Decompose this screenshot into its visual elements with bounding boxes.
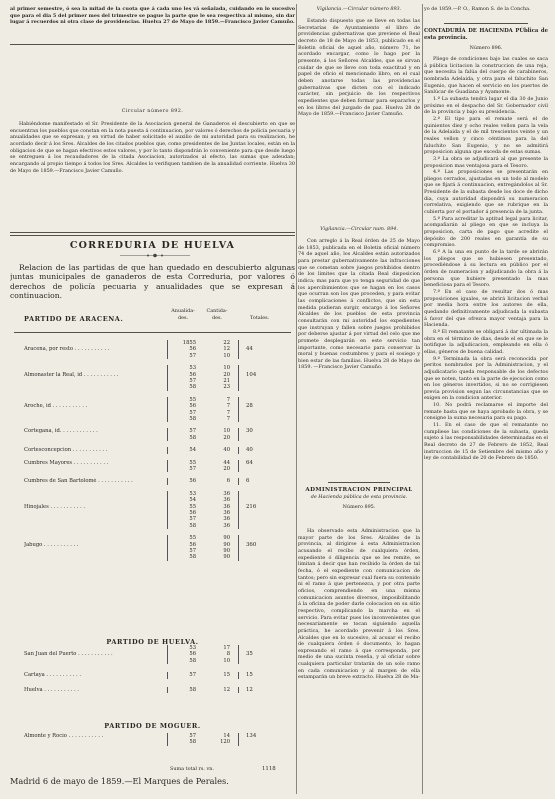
divider	[10, 44, 295, 45]
condition-6: 6.º A la una en punto de la tarde se abrirán los pliegos que se hubiesen presentado, procediéndose á su lectura en público por el órden de numeracion y adjudicando la obra á la persona que hubiere presentado la mas beneficiosa para el Tesoro.	[424, 249, 548, 289]
row-amount: 10	[223, 428, 230, 435]
double-rule	[10, 232, 295, 236]
row-amount: 23	[223, 384, 230, 391]
column-left	[10, 0, 295, 799]
row-amount: 36	[223, 490, 230, 497]
divider	[444, 23, 528, 24]
table-row	[10, 478, 295, 484]
table-row	[10, 733, 295, 746]
row-year: 57	[189, 465, 196, 472]
brace-icon	[238, 491, 239, 529]
row-name: Hinojales . . . . . . . . . . .	[24, 503, 86, 510]
header-totales: Totales.	[250, 315, 270, 321]
row-year: 56	[189, 651, 196, 658]
row-amount: 90	[223, 541, 230, 548]
row-year: 55	[189, 535, 196, 542]
row-amount: 15	[223, 672, 230, 679]
pliego-conditions	[424, 56, 548, 462]
row-total: 28	[246, 403, 253, 410]
row-amount: 120	[220, 739, 230, 746]
brace-icon	[238, 428, 239, 441]
brace-icon	[167, 672, 168, 678]
row-year: 55	[189, 503, 196, 510]
row-name: Jabugo . . . . . . . . . . .	[24, 541, 79, 548]
row-amount: 21	[223, 377, 230, 384]
condition-8: 8.º El rematante se obligará á dar ultimada la obra en el término de dias, desde el en que se le notifique la adjudicacion, empleando en ella ó ellas, géneros de buena calidad.	[424, 328, 548, 355]
row-amount: 44	[223, 459, 230, 466]
admin-number: Número 895.	[342, 504, 376, 511]
brace-icon	[238, 365, 239, 391]
brace-icon	[167, 645, 168, 664]
sum-total: 1118	[262, 766, 276, 772]
row-year: 57	[189, 352, 196, 359]
condition-7: 7.º En el caso de resultar dos ó mas proposiciones iguales, se abrirá licitacion verbal por media hora entre los autores de ella, quedando definitivamente adjudicada la subasta á favor del que ofrezca mayor ventaja para la Hacienda.	[424, 288, 548, 329]
row-amount: 6	[226, 478, 230, 485]
row-year: 55	[189, 459, 196, 466]
header-partido: PARTIDO DE ARACENA.	[24, 315, 124, 323]
row-name: Huelva . . . . . . . . . . .	[24, 686, 79, 693]
sum-row	[10, 766, 295, 776]
row-year: 55	[189, 396, 196, 403]
row-total: 360	[246, 541, 257, 548]
condition-9: 9.º Terminada la obra será reconocida por peritos nombrados por la Administracion, y el adjudicatario queda responsable de los defectos que se noten, tanto en la parte de ejecucion como en los géneros invertidos, si no se corrigiesen previa provision segun las circunstancias que se exigen en la condicion anterior.	[424, 355, 548, 402]
row-name: Aroche, id . . . . . . . . . . .	[24, 403, 88, 410]
table-row	[10, 447, 295, 453]
table-row	[10, 340, 295, 359]
brace-icon	[238, 733, 239, 746]
row-name: San Juan del Puerto . . . . . . . . . . .	[24, 651, 113, 658]
admin-subtitle: de Hacienda pública de esta provincia.	[310, 493, 408, 500]
admin-title: ADMINISTRACION PRINCIPAL	[305, 487, 413, 493]
brace-icon	[167, 733, 168, 746]
circular-892-title: Circular número 892.	[121, 108, 184, 114]
column-middle	[298, 0, 420, 799]
row-year: 56	[189, 346, 196, 353]
row-year: 54	[189, 447, 196, 454]
circular-894-header: Vigilancia.—Circular num. 894.	[320, 226, 398, 232]
row-name: Aracena, por resto . . . . . . . . . . .	[24, 346, 110, 353]
contaduria-number: Número 896.	[469, 45, 503, 52]
condition-5: 5.º Para acreditar la aptitud legal para licitar, acompañarán al pliego en que se incluya la proposicion, carta de pago que acredite el depósito de 200 reales en garantía de su compromiso.	[424, 215, 548, 249]
brace-icon	[238, 397, 239, 423]
row-year: 58	[189, 657, 196, 664]
condition-11: 11. En el caso de que el rematante no cumpliese las condiciones de la subasta, queda sujeto á las responsabilidades determinadas en el Real decreto de 27 de Febrero de 1852, Real instruccion de 15 de Setiembre del mismo año y ley de contabilidad de 20 de Febrero de 1850.	[424, 422, 548, 462]
row-amount: 12	[223, 686, 230, 693]
brace-icon	[238, 687, 239, 693]
row-year: 57	[189, 428, 196, 435]
brace-icon	[167, 478, 168, 484]
pliego-intro: Pliego de condiciones bajo las cuales se saca á pública licitacion la construccion de una reja, que necesita la falúa del cuerpo de carabineros, nombrada Adelaida, y otra para el faluchito San Eugenio, que hacen el servicio en los puertos de Sanlúcar de Guadiana y Ayamonte.	[424, 56, 548, 96]
table-row	[10, 365, 295, 391]
row-name: Cumbres Mayores . . . . . . . . . . .	[24, 459, 109, 466]
brace-icon	[238, 340, 239, 359]
row-name: Almonaster la Real, id . . . . . . . . . . .	[24, 371, 119, 378]
row-total: 30	[246, 428, 253, 435]
row-name: Cartaya . . . . . . . . . . .	[24, 672, 82, 679]
sum-label: Suma total rs. vn.	[170, 766, 214, 772]
circular-893-body: Estando dispuesto que se lleve en todas las Secretarías de Ayuntamiento el libro de providencias gubernativas que previene el Real decreto de 18 de Mayo de 1853, publicado en el Boletin oficial de aquel año, número 71, he acordado encargar, como lo hago por la presente, á los Señores Alcaldes, que se sirvan cuidar de que se lleve con toda exactitud y en papel de oficio el mencionado libro, en el cual deben anotarse todas las providencias gubernativas que dicten con el indicado carácter, sin perjuicio de los respectivos expedientes que deben formar para separarlos y en los libros del juzgado de paz. Huelva 28 de Mayo de 1859.—Francisco Javier Camuño.	[298, 18, 420, 118]
row-amount: 10	[223, 657, 230, 664]
row-total: 44	[246, 346, 253, 353]
partido-moguer-heading: PARTIDO DE MOGUER.	[104, 721, 201, 730]
brace-icon	[167, 365, 168, 391]
row-total: 12	[246, 686, 253, 693]
brace-icon	[238, 460, 239, 473]
row-amount: 7	[226, 415, 230, 422]
row-year: 58	[189, 739, 196, 746]
row-amount: 20	[223, 371, 230, 378]
header-anualidades: Anualida- des.	[171, 308, 195, 321]
row-amount: 17	[223, 645, 230, 651]
row-name: Cortesconcepcion . . . . . . . . . . .	[24, 447, 108, 454]
row-total: 134	[246, 733, 257, 739]
top-paragraph: al primer semestre, ó sea la mitad de la cuota que á cada uno les vá señalada, cuidando en lo sucesivo que para el dia 5 del primer mes del trimestre se pague la parte que le sea respectiva al mismo, sin dar lugar á recuerdos ni otra clase de providencias. Huelva 27 de Mayo de 1859.—Francisco Javier Camuño.	[10, 6, 295, 26]
row-amount: 8	[226, 651, 230, 658]
row-year: 58	[189, 554, 196, 561]
row-year: 57	[189, 377, 196, 384]
row-year: 57	[189, 547, 196, 554]
row-amount: 36	[223, 522, 230, 529]
row-total: 15	[246, 672, 253, 679]
row-total: 40	[246, 447, 253, 454]
row-year: 57	[189, 409, 196, 416]
row-amount: 20	[223, 465, 230, 472]
row-amount: 90	[223, 547, 230, 554]
brace-icon	[167, 428, 168, 441]
header-cantidades: Cantida- des.	[206, 308, 228, 321]
brace-icon	[238, 447, 239, 453]
row-year: 54	[189, 497, 196, 504]
brace-icon	[167, 687, 168, 693]
row-amount: 90	[223, 535, 230, 542]
row-year: 58	[189, 522, 196, 529]
row-amount: 22	[223, 340, 230, 346]
column-right	[424, 0, 548, 799]
brace-icon	[238, 672, 239, 678]
row-amount: 10	[223, 365, 230, 372]
condition-2: 2.º El tipo para el remate será el de quinientos diez y ocho reales vellon para la vela de la Adelaida y el de mil trescientos veinte y un reales vellon y cinco céntimos para la del faluchito San Eugenio, y no se admitirá proposicion alguna que exceda de estas sumas.	[424, 115, 548, 156]
brace-icon	[167, 535, 168, 561]
row-amount: 14	[223, 733, 230, 739]
header-rule	[14, 332, 291, 333]
row-amount: 10	[223, 352, 230, 359]
relacion-text: Relacion de las partidas de que han quedado en descubierto algunas juntas municipales de ganaderos de esta Correduria, por valores ó derechos de policía pecuaria y anualidades que se expresan á continuacion.	[10, 263, 295, 300]
row-year: 58	[189, 686, 196, 693]
row-amount: 7	[226, 396, 230, 403]
row-amount: 36	[223, 503, 230, 510]
row-year: 1855	[182, 340, 196, 346]
column-divider	[422, 4, 423, 794]
row-year: 58	[189, 384, 196, 391]
row-year: 53	[189, 490, 196, 497]
footer-signature: Madrid 6 de mayo de 1859.—El Marques de Perales.	[10, 776, 229, 786]
row-amount: 7	[226, 409, 230, 416]
row-total: 64	[246, 459, 253, 466]
brace-icon	[238, 645, 239, 664]
row-year: 53	[189, 365, 196, 372]
row-year: 58	[189, 434, 196, 441]
brace-icon	[167, 491, 168, 529]
table-row	[10, 672, 295, 678]
table-row	[10, 535, 295, 561]
partido-huelva-heading: PARTIDO DE HUELVA.	[106, 637, 199, 646]
row-year: 57	[189, 672, 196, 679]
correduria-title: CORREDURIA DE HUELVA	[69, 240, 236, 251]
row-year: 53	[189, 645, 196, 651]
row-year: 58	[189, 415, 196, 422]
table-row	[10, 491, 295, 529]
table-row	[10, 687, 295, 693]
brace-icon	[167, 460, 168, 473]
row-total: 216	[246, 503, 257, 510]
row-amount: 7	[226, 403, 230, 410]
brace-icon	[167, 397, 168, 423]
condition-4: 4.º Las proposiciones se presentarán en pliegos cerrados, ajustadas en un todo al modelo que se fijará á continuacion, entregándolos al Sr. Presidente de la subasta desde los doce de dicho dia, cuya autoridad dispondrá su numeracion correlativa, exigiendo que se rubrique en la cubierta por el portador á presencia de la junta.	[424, 169, 548, 216]
brace-icon	[167, 340, 168, 359]
table-row	[10, 460, 295, 473]
row-year: 56	[189, 541, 196, 548]
row-name: Cumbres de San Bartolomé . . . . . . . . . . .	[24, 478, 133, 485]
row-year: 56	[189, 371, 196, 378]
condition-1: 1.º La subasta tendrá lugar el dia 30 de Junio próximo en el despacho del Sr. Gobernador civil de la provincia y bajo su presidencia.	[424, 95, 548, 116]
row-total: 35	[246, 651, 253, 658]
row-year: 57	[189, 516, 196, 523]
contaduria-title: CONTADURÍA DE HACIENDA PÚblica de esta provincia.	[424, 28, 548, 41]
col-c-top: yo de 1859.—P. O., Ramon S. de la Concha.	[424, 6, 531, 12]
table-row	[10, 645, 295, 664]
circular-893-header: Vigilancia.—Circular número 893.	[316, 6, 402, 12]
row-year: 56	[189, 403, 196, 410]
row-amount: 20	[223, 434, 230, 441]
brace-icon	[238, 535, 239, 561]
admin-body: Ha observado esta Administracion que la mayor parte de los Sres. Alcaldes de la provincia, al dirigirse á esta Administracion acusando el recibo de cualquiera órden, expediente ó diligencia que se les remite, se limitan á decir que han recibido la órden de tal fecha, ó el expediente con comunicacion de tantos; pero sin expresar cual fuera su contenido ni el ramo á que pertenezca, y por otra parte oficios, comprendiendo en una misma comunicacion asuntos diversos, imposibilitando á la oficina de poder darle colocacion en su sitio respectivo, complicando la marcha en el servicio. Para evitar pues los inconvenientes que necesariamente se tocan siguiendo aquella práctica, he acordado prevenir á los Sres. Alcaldes que en lo sucesivo, al acusar el recibo de cualquiera órden ó documento, lo hagan expresando el ramo á que corresponda, por medio de una sucinta reseña, y al oficiar sobre cualquiera particular tratarán de un solo ramo en cada comunicacion y al margen de ella estamparán un breve extracto. Huelva 28 de Ma-	[298, 528, 420, 681]
circular-894-body: Con arreglo á la Real órden de 25 de Mayo de 1853, publicada en el Boletin oficial número 74 de aquel año, los Alcaldes están autorizados para prestar gubernativamente las infracciones que se cometan sobre juegos prohibidos dentro de los limites que la citada Real disposicion indica; mas para que yo tenga seguridad de que los apercibimientos que se hagan en los casos que ocurran son los que proceden, y para evitar las complicaciones á conflictos, que sin esta medida pudieran surgir, encargo á los Señores Alcaldes de los pueblos de esta provincia consultarán con mi autoridad los expedientes que instruyan y fallen sobre juegos prohibidos por deberse ajustar á por virtud del celo que me promete desplegarán en este servicio tan importante, como necesario para conservar la moral y buenas costumbres y para el sosiego y bien estar de las familias. Huelva 28 de Mayo de 1859. —Francisco Javier Camuño.	[298, 238, 420, 371]
row-amount: 36	[223, 516, 230, 523]
row-name: Almonte y Rocío . . . . . . . . . . .	[24, 733, 104, 739]
row-amount: 40	[223, 447, 230, 454]
row-name: Cortegana, id. . . . . . . . . . . .	[24, 428, 98, 435]
row-amount: 12	[223, 346, 230, 353]
column-divider	[296, 4, 297, 794]
ornament-icon	[120, 253, 190, 258]
brace-icon	[238, 478, 239, 484]
table-row	[10, 397, 295, 423]
table-row	[10, 428, 295, 441]
row-total: 104	[246, 371, 257, 378]
row-total: 6	[246, 478, 250, 485]
condition-10: 10. No podrá reclamarse el importe del remate hasta que se haya aprobado la obra, y se consigne la suma necesaria para su pago.	[424, 402, 548, 422]
row-year: 57	[189, 733, 196, 739]
divider	[328, 482, 390, 483]
row-amount: 36	[223, 497, 230, 504]
row-year: 56	[189, 478, 196, 485]
circular-892-body: Habiéndome manifestado el Sr. Presidente de la Asociacion general de Ganaderos el descubierto en que se encuentran los pueblos que constan en la nota puesta á continuacion, por valores ó derechos de policía pecuaria y anualidades que se expresan; y en virtud de haber solicitado el auxilio de mi autoridad para su realizacion, he acordado decir á los Sres. Alcaldes de los citados pueblos que, como presidentes de las Juntas locales, están en la obligacion de que se hagan efectivos estos valores, y por lo tanto dispondrán lo conveniente para que desde luego se entreguen á los recaudadores de la citada Asociacion, autorizados al efecto, las sumas que adeudan; encargando al propio tiempo á todos los Sres. Alcaldes lo verifiquen tambien de la anualidad corriente. Huelva 30 de Mayo de 1859.—Francisco Javier Camuño.	[10, 121, 295, 174]
row-year: 56	[189, 509, 196, 516]
table-header	[10, 308, 295, 328]
brace-icon	[167, 447, 168, 453]
row-amount: 90	[223, 554, 230, 561]
row-amount: 36	[223, 509, 230, 516]
condition-3: 3.º La obra se adjudicará al que presente la proposicion mas ventajosa para el Tesoro.	[424, 155, 548, 169]
